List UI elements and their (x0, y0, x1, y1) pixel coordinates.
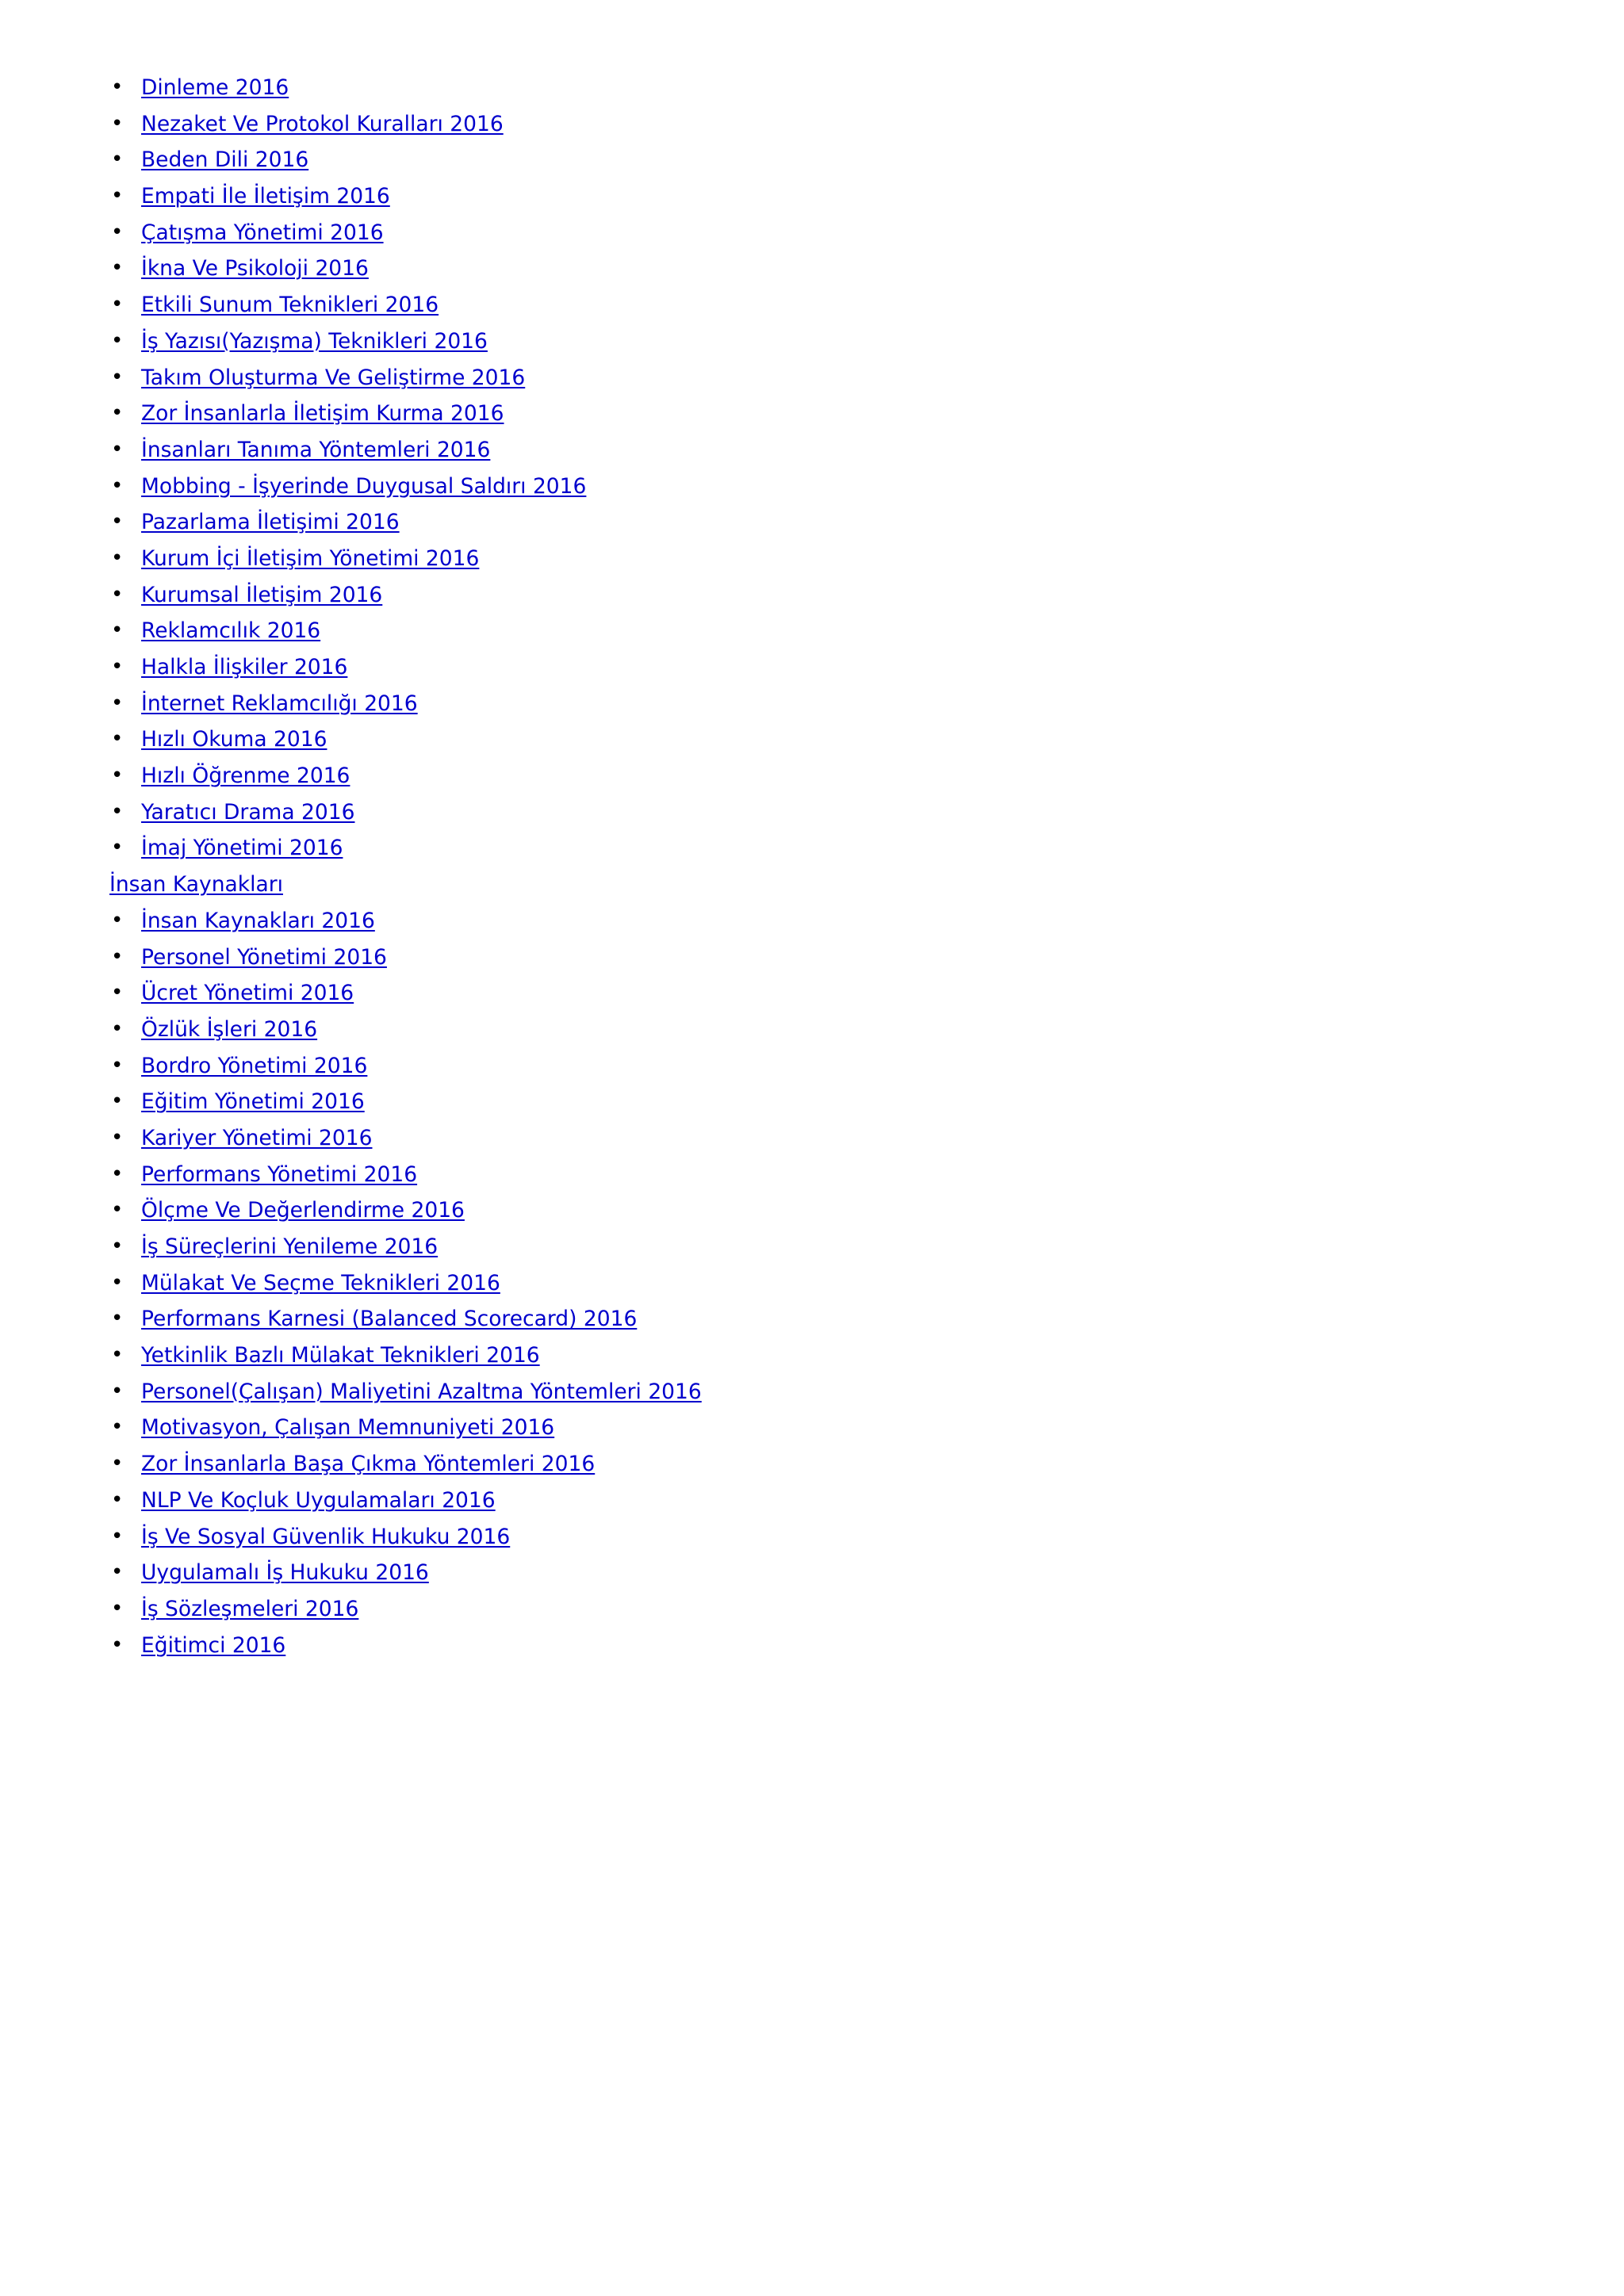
list-item (109, 577, 1537, 614)
list-item (109, 1048, 1537, 1085)
section-heading-link[interactable]: İnsan Kaynakları (109, 872, 283, 897)
bullet-icon: • (111, 618, 124, 643)
bullet-icon: • (111, 727, 124, 752)
bullet-icon: • (111, 147, 124, 172)
bullet-icon: • (111, 1487, 124, 1512)
bullet-icon: • (111, 799, 124, 824)
list-item (109, 504, 1537, 541)
bullet-icon: • (111, 981, 124, 1005)
bullet-icon: • (111, 1596, 124, 1621)
bullet-icon: • (111, 545, 124, 570)
list-item-link[interactable]: Performans Karnesi (Balanced Scorecard) 2016 (141, 1307, 638, 1332)
list-item (109, 106, 1537, 143)
list-item (109, 830, 1537, 867)
list-item-link[interactable]: İnternet Reklamcılığı 2016 (141, 691, 418, 716)
bullet-icon: • (111, 763, 124, 788)
bullet-icon: • (111, 944, 124, 969)
bullet-icon: • (111, 1053, 124, 1077)
list-item-link[interactable]: Empati İle İletişim 2016 (141, 184, 390, 209)
list-item (109, 1591, 1537, 1628)
list-item (109, 939, 1537, 976)
list-item-link[interactable]: İş Süreçlerini Yenileme 2016 (141, 1234, 439, 1259)
bullet-icon: • (111, 1524, 124, 1548)
list-item-link[interactable]: İkna Ve Psikoloji 2016 (141, 256, 369, 281)
list-item-link[interactable]: Beden Dili 2016 (141, 147, 309, 173)
list-item (109, 1483, 1537, 1519)
list-item (109, 1265, 1537, 1302)
list-item-link[interactable]: Uygulamalı İş Hukuku 2016 (141, 1560, 429, 1586)
bullet-icon: • (111, 655, 124, 679)
bullet-icon: • (111, 328, 124, 353)
bullet-icon: • (111, 256, 124, 281)
bullet-icon: • (111, 582, 124, 607)
list-item (109, 469, 1537, 505)
list-item-link[interactable]: İnsanları Tanıma Yöntemleri 2016 (141, 437, 491, 462)
list-item (109, 287, 1537, 323)
list-item-link[interactable]: NLP Ve Koçluk Uygulamaları 2016 (141, 1487, 496, 1513)
list-item-link[interactable]: Ücret Yönetimi 2016 (141, 981, 354, 1006)
list-item (109, 70, 1537, 106)
bullet-icon: • (111, 1560, 124, 1585)
list-item-link[interactable]: Personel Yönetimi 2016 (141, 944, 387, 970)
list-item-link[interactable]: İmaj Yönetimi 2016 (141, 836, 343, 861)
list-item (109, 360, 1537, 396)
list-item (109, 758, 1537, 794)
bullet-icon: • (111, 1089, 124, 1114)
list-item (109, 142, 1537, 178)
bullet-icon: • (111, 220, 124, 244)
hr-link-list (109, 903, 1537, 1663)
list-item (109, 251, 1537, 287)
list-item-link[interactable]: Etkili Sunum Teknikleri 2016 (141, 293, 439, 318)
list-item-link[interactable]: Halkla İlişkiler 2016 (141, 655, 348, 679)
bullet-icon: • (111, 1161, 124, 1186)
list-item (109, 396, 1537, 432)
bullet-icon: • (111, 836, 124, 860)
list-item-link[interactable]: İnsan Kaynakları 2016 (141, 908, 375, 933)
list-item-link[interactable]: Pazarlama İletişimi 2016 (141, 510, 400, 535)
list-item (109, 1555, 1537, 1591)
list-item-link[interactable]: Mülakat Ve Seçme Teknikleri 2016 (141, 1270, 500, 1295)
list-item (109, 649, 1537, 686)
list-item-link[interactable]: Personel(Çalışan) Maliyetini Azaltma Yöntemleri 2016 (141, 1379, 702, 1404)
list-item-link[interactable]: Çatışma Yönetimi 2016 (141, 220, 384, 245)
bullet-icon: • (111, 1125, 124, 1150)
bullet-icon: • (111, 1234, 124, 1258)
list-item (109, 215, 1537, 251)
bullet-icon: • (111, 1632, 124, 1657)
bullet-icon: • (111, 75, 124, 99)
list-item (109, 686, 1537, 722)
list-item-link[interactable]: İş Sözleşmeleri 2016 (141, 1596, 359, 1621)
bullet-icon: • (111, 1016, 124, 1041)
list-item-link[interactable]: Bordro Yönetimi 2016 (141, 1053, 368, 1078)
bullet-icon: • (111, 510, 124, 534)
list-item (109, 1374, 1537, 1410)
bullet-icon: • (111, 111, 124, 136)
bullet-icon: • (111, 365, 124, 389)
bullet-icon: • (111, 691, 124, 715)
list-item (109, 794, 1537, 831)
bullet-icon: • (111, 293, 124, 317)
list-item (109, 1192, 1537, 1229)
bullet-icon: • (111, 1415, 124, 1440)
bullet-icon: • (111, 908, 124, 932)
list-item-link[interactable]: Eğitimci 2016 (141, 1632, 286, 1658)
list-item-link[interactable]: Zor İnsanlarla Başa Çıkma Yöntemleri 2016 (141, 1452, 596, 1477)
list-item (109, 1012, 1537, 1048)
list-item (109, 323, 1537, 360)
list-item (109, 1446, 1537, 1483)
list-item (109, 541, 1537, 577)
list-item-link[interactable]: Yaratıcı Drama 2016 (141, 799, 355, 825)
list-item-link[interactable]: Mobbing - İşyerinde Duygusal Saldırı 2016 (141, 473, 587, 499)
bullet-icon: • (111, 184, 124, 209)
bullet-icon: • (111, 1379, 124, 1403)
list-item-link[interactable]: Dinleme 2016 (141, 75, 289, 100)
list-item (109, 1628, 1537, 1664)
list-item (109, 975, 1537, 1012)
list-item-link[interactable]: Hızlı Okuma 2016 (141, 727, 327, 752)
list-item (109, 1410, 1537, 1446)
bullet-icon: • (111, 1452, 124, 1476)
list-item (109, 178, 1537, 215)
list-item-link[interactable]: Zor İnsanlarla İletişim Kurma 2016 (141, 401, 504, 427)
list-item-link[interactable]: Performans Yönetimi 2016 (141, 1161, 418, 1187)
list-item-link[interactable]: Takım Oluşturma Ve Geliştirme 2016 (141, 365, 526, 390)
list-item (109, 432, 1537, 469)
list-item (109, 1084, 1537, 1120)
list-item-link[interactable]: Kurum İçi İletişim Yönetimi 2016 (141, 545, 480, 571)
list-item-link[interactable]: İş Yazısı(Yazışma) Teknikleri 2016 (141, 328, 488, 354)
list-item-link[interactable]: Motivasyon, Çalışan Memnuniyeti 2016 (141, 1415, 555, 1441)
bullet-icon: • (111, 437, 124, 461)
list-item-link[interactable]: Hızlı Öğrenme 2016 (141, 763, 350, 789)
list-item-link[interactable]: Özlük İşleri 2016 (141, 1016, 318, 1042)
list-item (109, 1337, 1537, 1374)
list-item (109, 1229, 1537, 1265)
list-item (109, 1157, 1537, 1193)
list-item (109, 1120, 1537, 1157)
list-item (109, 1519, 1537, 1556)
bullet-icon: • (111, 1343, 124, 1368)
training-link-list (109, 70, 1537, 867)
list-item-link[interactable]: Reklamcılık 2016 (141, 618, 321, 644)
list-item-link[interactable]: Kariyer Yönetimi 2016 (141, 1125, 373, 1150)
list-item (109, 721, 1537, 758)
bullet-icon: • (111, 473, 124, 498)
list-item-link[interactable]: Eğitim Yönetimi 2016 (141, 1089, 365, 1115)
bullet-icon: • (111, 1307, 124, 1331)
section-heading (109, 867, 1537, 903)
list-item (109, 903, 1537, 939)
list-item-link[interactable]: Kurumsal İletişim 2016 (141, 582, 383, 607)
list-item-link[interactable]: Nezaket Ve Protokol Kuralları 2016 (141, 111, 504, 136)
document-content (109, 70, 1537, 1663)
list-item-link[interactable]: İş Ve Sosyal Güvenlik Hukuku 2016 (141, 1524, 511, 1549)
bullet-icon: • (111, 1270, 124, 1295)
bullet-icon: • (111, 1198, 124, 1223)
bullet-icon: • (111, 401, 124, 426)
list-item (109, 1301, 1537, 1337)
list-item (109, 613, 1537, 649)
list-item-link[interactable]: Ölçme Ve Değerlendirme 2016 (141, 1198, 465, 1223)
list-item-link[interactable]: Yetkinlik Bazlı Mülakat Teknikleri 2016 (141, 1343, 540, 1368)
